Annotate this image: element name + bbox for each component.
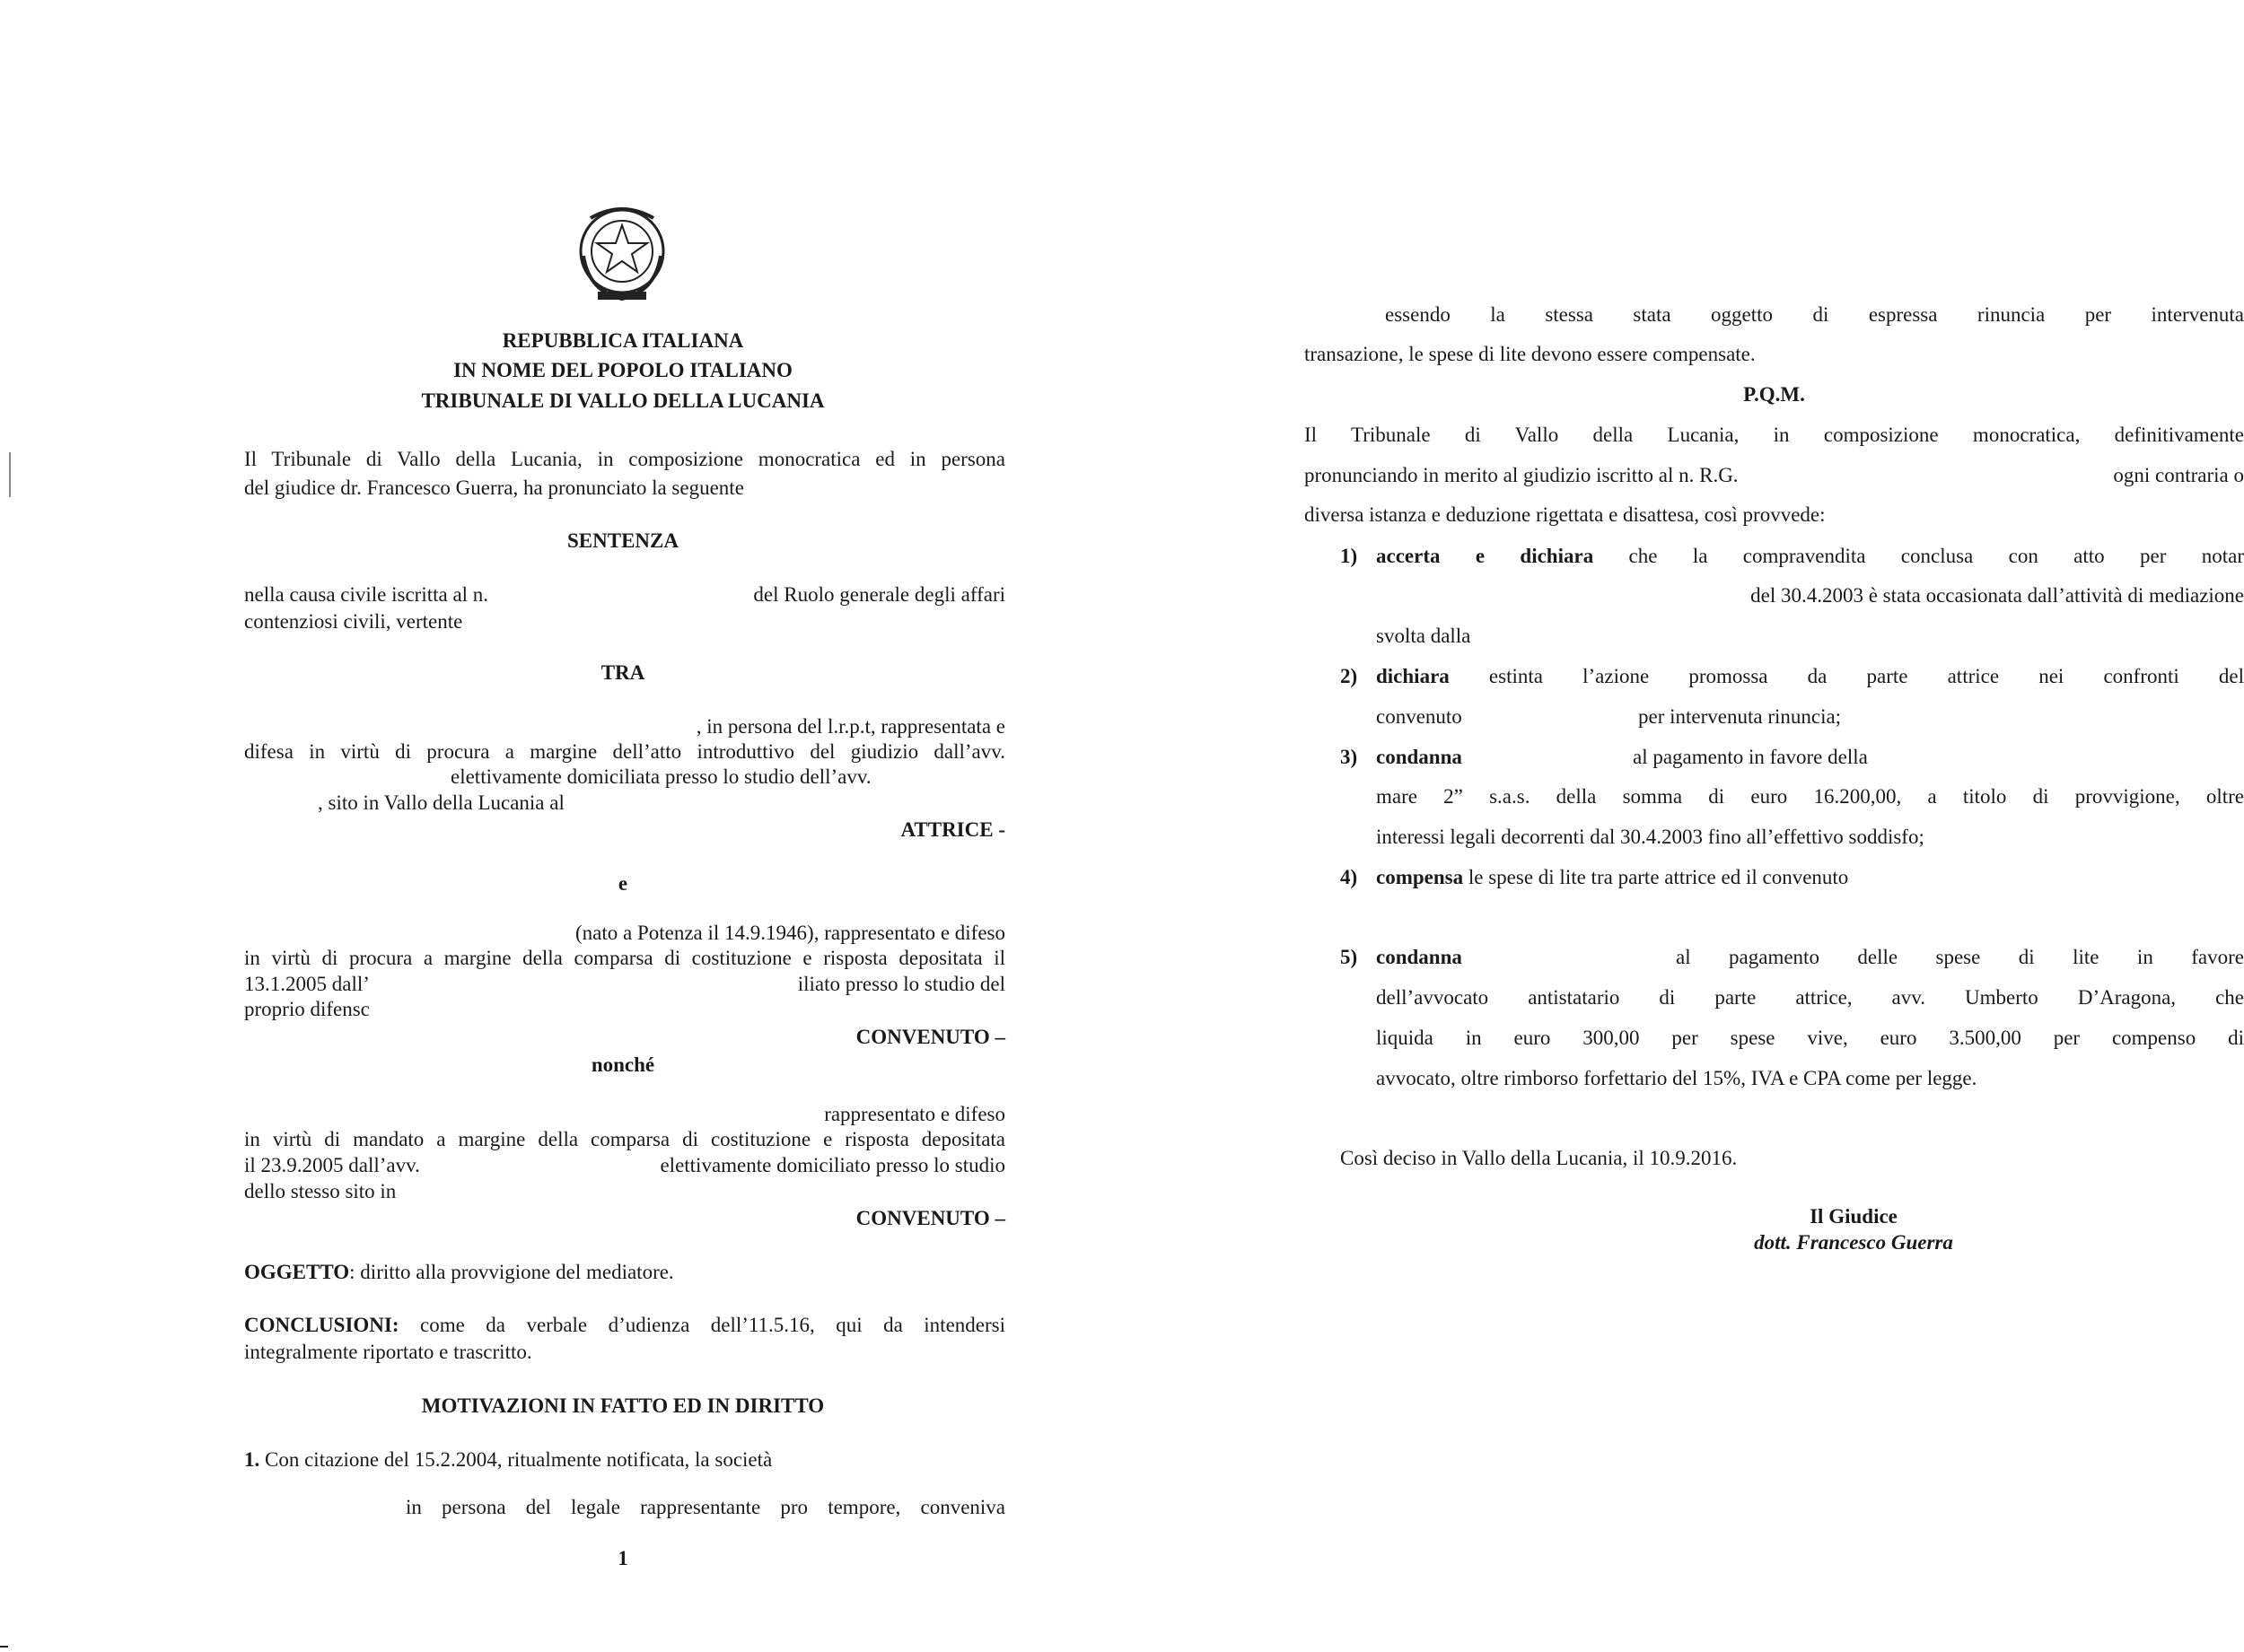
- conclusioni-line-1: [244, 1312, 1005, 1339]
- intro-line-1: Il Tribunale di Vallo della Lucania, in composizione monocratica ed in persona: [244, 448, 1005, 470]
- page-1: [0, 0, 1091, 1652]
- item-1-line-1: [1376, 543, 2244, 570]
- convenuto1-line-4: proprio difensc: [244, 998, 370, 1020]
- intro-line-2: del giudice dr. Francesco Guerra, ha pronunciato la seguente: [244, 476, 744, 499]
- item-1-line-2: del 30.4.2003 è stata occasionata dall’attività di mediazione: [1750, 584, 2244, 607]
- item-1-verb: accerta e dichiara: [1376, 545, 1594, 567]
- convenuto1-role: CONVENUTO –: [855, 1026, 1005, 1048]
- para1-text: Con citazione del 15.2.2004, ritualmente notificata, la società: [259, 1448, 773, 1471]
- item-4-number: 4): [1340, 866, 1358, 888]
- para1-line-2: in persona del legale rappresentante pro tempore, conveniva: [406, 1496, 1005, 1518]
- tra-heading: TRA: [600, 661, 645, 684]
- header-line-1: REPUBBLICA ITALIANA: [502, 329, 744, 352]
- attrice-role: ATTRICE -: [900, 818, 1005, 841]
- attrice-line-4: , sito in Vallo della Lucania al: [318, 791, 565, 814]
- conclusioni-text: come da verbale d’udienza dell’11.5.16, qui da intendersi: [399, 1314, 1005, 1336]
- oggetto: [244, 1259, 674, 1286]
- causa-line-1b: del Ruolo generale degli affari: [753, 583, 1005, 606]
- convenuto2-line-3a: il 23.9.2005 dall’avv.: [244, 1154, 420, 1176]
- item-5-text: al pagamento delle spese di lite in favore: [1676, 946, 2244, 968]
- page-number: 1: [618, 1547, 628, 1569]
- p2-line-4a: pronunciando in merito al giudizio iscritto al n. R.G.: [1304, 464, 1739, 486]
- causa-line-2: contenziosi civili, vertente: [244, 610, 463, 633]
- item-3-verb: condanna: [1376, 746, 1462, 768]
- item-2-line-1: [1376, 663, 2244, 690]
- item-2-text: estinta l’azione promossa da parte attrice nei confronti del: [1449, 665, 2244, 687]
- p2-line-3: Il Tribunale di Vallo della Lucania, in composizione monocratica, definitivamente: [1304, 424, 2244, 446]
- oggetto-label: OGGETTO: [244, 1261, 350, 1283]
- header-line-3: TRIBUNALE DI VALLO DELLA LUCANIA: [421, 389, 825, 412]
- convenuto1-line-1: (nato a Potenza il 14.9.1946), rappresentato e difeso: [574, 922, 1005, 944]
- item-2-number: 2): [1340, 665, 1358, 687]
- convenuto1-line-3b: iliato presso lo studio del: [797, 973, 1005, 995]
- closing-line: Così deciso in Vallo della Lucania, il 10.9.2016.: [1340, 1147, 1738, 1169]
- item-4-verb: compensa: [1376, 866, 1464, 888]
- convenuto2-line-2: in virtù di mandato a margine della comparsa di costituzione e risposta depositata: [244, 1128, 1005, 1150]
- item-2-line-2a: convenuto: [1376, 705, 1462, 728]
- causa-line-1a: nella causa civile iscritta al n.: [244, 583, 489, 606]
- convenuto2-role: CONVENUTO –: [855, 1207, 1005, 1229]
- item-5-line-2: dell’avvocato antistatario di parte attrice, avv. Umberto D’Aragona, che: [1376, 986, 2244, 1009]
- item-5-line-4: avvocato, oltre rimborso forfettario del 15%, IVA e CPA come per legge.: [1376, 1067, 1977, 1089]
- item-4-text: le spese di lite tra parte attrice ed il convenuto: [1463, 866, 1849, 888]
- convenuto2-line-4: dello stesso sito in: [244, 1180, 397, 1202]
- item-3-number: 3): [1340, 746, 1358, 768]
- item-5-number: 5): [1340, 946, 1358, 968]
- item-1-line-3: svolta dalla: [1376, 625, 1471, 647]
- item-3-line-3: interessi legali decorrenti dal 30.4.2003 fino all’effettivo soddisfo;: [1376, 826, 1924, 848]
- sentenza-heading: SENTENZA: [567, 529, 679, 552]
- convenuto2-line-3b: elettivamente domiciliato presso lo studio: [660, 1154, 1005, 1176]
- item-5-verb: condanna: [1376, 946, 1462, 968]
- para1-line-1: [244, 1447, 772, 1473]
- para1-number: 1.: [244, 1448, 260, 1471]
- scan-mark: [9, 452, 11, 497]
- p2-line-2: transazione, le spese di lite devono essere compensate.: [1304, 343, 1756, 365]
- item-1-number: 1): [1340, 545, 1358, 567]
- oggetto-text: : diritto alla provvigione del mediatore.: [349, 1261, 674, 1283]
- item-1-text: che la compravendita conclusa con atto per notar: [1593, 545, 2244, 567]
- item-3-text: al pagamento in favore della: [1633, 746, 1868, 768]
- item-4-line-1: [1376, 864, 1848, 891]
- header-line-2: IN NOME DEL POPOLO ITALIANO: [453, 359, 793, 381]
- judge-title: Il Giudice: [1810, 1205, 1898, 1228]
- scan-mark: [0, 1646, 8, 1648]
- convenuto2-line-1: rappresentato e difeso: [824, 1103, 1005, 1125]
- convenuto1-line-3a: 13.1.2005 dall’: [244, 973, 370, 995]
- page-2: [1091, 0, 2244, 1652]
- item-3-line-2: mare 2” s.a.s. della somma di euro 16.200,00, a titolo di provvigione, oltre: [1376, 785, 2244, 808]
- item-2-verb: dichiara: [1376, 665, 1450, 687]
- attrice-line-3: elettivamente domiciliata presso lo studio dell’avv.: [451, 765, 872, 788]
- e-conjunction: e: [618, 872, 628, 895]
- motivazioni-heading: MOTIVAZIONI IN FATTO ED IN DIRITTO: [421, 1394, 825, 1417]
- nonche-conjunction: nonché: [591, 1053, 655, 1076]
- attrice-line-1: , in persona del l.r.p.t, rappresentata e: [696, 715, 1005, 738]
- item-5-line-3: liquida in euro 300,00 per spese vive, euro 3.500,00 per compenso di: [1376, 1027, 2244, 1049]
- conclusioni-label: CONCLUSIONI:: [244, 1314, 399, 1336]
- judge-name: dott. Francesco Guerra: [1754, 1231, 1953, 1254]
- p2-line-1: essendo la stessa stata oggetto di espressa rinuncia per intervenuta: [1385, 303, 2244, 326]
- item-2-line-2b: per intervenuta rinuncia;: [1638, 705, 1842, 728]
- attrice-line-2: difesa in virtù di procura a margine dell’atto introduttivo del giudizio dall’avv.: [244, 740, 1005, 763]
- conclusioni-line-2: integralmente riportato e trascritto.: [244, 1341, 532, 1363]
- p2-line-4b: ogni contraria o: [2113, 464, 2244, 486]
- republic-emblem-icon: [573, 202, 671, 310]
- convenuto1-line-2: in virtù di procura a margine della comparsa di costituzione e risposta depositata il: [244, 947, 1005, 969]
- p2-line-5: diversa istanza e deduzione rigettata e disattesa, così provvede:: [1304, 503, 1826, 526]
- pqm-heading: P.Q.M.: [1743, 383, 1805, 406]
